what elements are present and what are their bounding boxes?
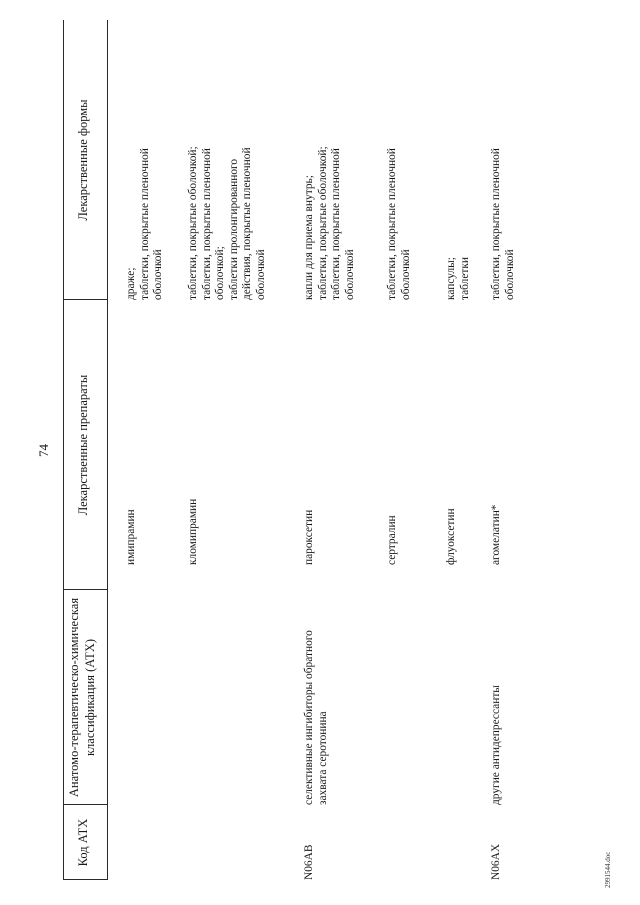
table-row-drug: кломипрамин [187,498,199,565]
table-row-drug: пароксетин [303,509,315,565]
header-bottom-border [107,20,108,880]
table-row-classification: другие антидепрессанты [490,685,502,805]
table-row-forms: капли для приема внутрь; таблетки, покрытые оболочкой; таблетки, покрытые пленочной оболочкой [303,146,356,300]
table-row-code: N06AB [303,844,315,880]
table-row-forms: драже; таблетки, покрытые пленочной оболочкой [125,148,165,300]
table-row-drug: сертралин [386,515,398,565]
table-row-forms: таблетки, покрытые пленочной оболочкой [490,148,516,300]
table-row-code: N06AX [490,843,502,880]
table-row-forms: таблетки, покрытые оболочкой; таблетки, покрытые пленочной оболочкой; таблетки пролонгированного действия, покрытые пленочной оболочкой [187,146,267,300]
table-row-drug: имипрамин [125,509,137,565]
header-forms: Лекарственные формы [76,99,90,221]
table-top-border [63,20,64,880]
table-row-forms: таблетки, покрытые пленочной оболочкой [386,148,412,300]
table-row-forms: капсулы; таблетки [445,256,471,300]
table-row-classification: селективные ингибиторы обратного захвата серотонина [303,630,329,805]
header-code: Код АТХ [76,818,90,867]
table-row-drug: агомелатин* [490,504,502,565]
drug-table [63,20,638,880]
page-number: 74 [36,444,51,457]
table-row-drug: флуоксетин [445,508,457,565]
footer-file-name: 2991544.doc [604,851,612,888]
header-classification: Анатомо-терапевтическо-химическая классификация (АТХ) [67,597,97,798]
header-drugs: Лекарственные препараты [76,374,90,516]
